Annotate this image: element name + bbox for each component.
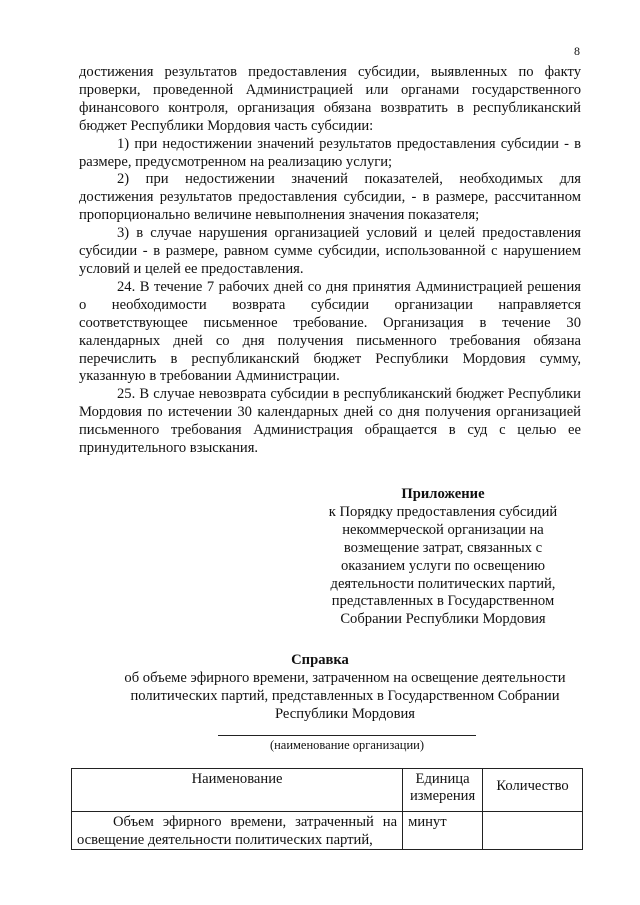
organization-name-line — [218, 735, 476, 736]
header-unit: Единица измерения — [403, 769, 483, 812]
data-table — [71, 768, 583, 850]
paragraph-clause-25: 25. В случае невозврата субсидии в республиканский бюджет Республики Мордовия по истечении 30 календарных дней со дня получения организацией письменного требования Администрация обращается в суд с целью ее принудительного взыскания. — [79, 386, 581, 457]
paragraph-item-2: 2) при недостижении значений показателей, необходимых для достижения результатов предоставления субсидии, - в размере, рассчитанном пропорционально величине невыполнения значения показателя; — [79, 171, 581, 224]
main-text — [79, 64, 581, 458]
spravka-subtitle: об объеме эфирного времени, затраченном на освещение деятельности политических партий, представленных в Государственном Собрании Республики Мордовия — [124, 670, 566, 722]
header-name: Наименование — [72, 769, 403, 812]
paragraph-item-3: 3) в случае нарушения организацией условий и целей предоставления субсидии - в размере, равном сумме субсидии, использованной с нарушением условий и целей ее предоставления. — [79, 225, 581, 277]
paragraph-continuation: достижения результатов предоставления субсидии, выявленных по факту проверки, проведенной Администрацией или органами государственного финансового контроля, организация обязана возвратить в республиканский бюджет Республики Мордовия часть субсидии: — [79, 64, 581, 134]
spravka-title: Справка — [291, 652, 349, 668]
header-quantity: Количество — [483, 769, 583, 812]
appendix-title: Приложение — [401, 486, 485, 502]
row-quantity-cell — [483, 812, 583, 850]
paragraph-clause-24: 24. В течение 7 рабочих дней со дня принятия Администрацией решения о необходимости возврата субсидии организации направляется соответствующее письменное требование. Организация в течение 30 календарных дней со дня получения письменного требования обязана перечислить в республиканский бюджет Республики Мордовия сумму, указанную в требовании Администрации. — [79, 278, 581, 385]
appendix-block — [312, 486, 574, 629]
table-header-row — [72, 769, 583, 812]
page-number: 8 — [574, 44, 580, 58]
organization-name-label: (наименование организации) — [269, 738, 425, 752]
appendix-text: к Порядку предоставления субсидий некоммерческой организации на возмещение затрат, связанных с оказанием услуги по освещению деятельности политических партий, представленных в Государственном Собрании Республики Мордовия — [328, 503, 558, 628]
paragraph-item-1: 1) при недостижении значений результатов предоставления субсидии - в размере, предусмотренном на реализацию услуги; — [79, 135, 581, 170]
row-unit-cell: минут — [403, 812, 483, 850]
table-row — [72, 812, 583, 850]
row-name-cell: Объем эфирного времени, затраченный на освещение деятельности политических партий, — [72, 812, 403, 850]
